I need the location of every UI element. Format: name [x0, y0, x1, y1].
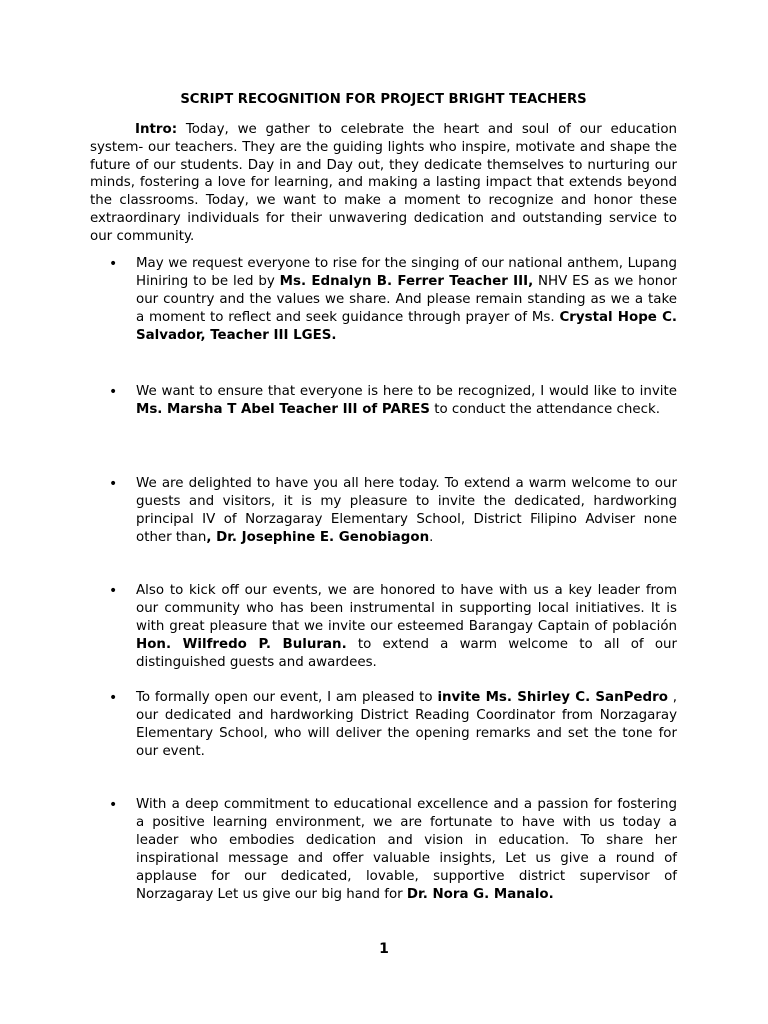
- bullet-bold-name: , Dr. Josephine E. Genobiagon: [206, 530, 430, 545]
- bullet-bold-name: Crystal Hope C. Salvador, Teacher III LGES.: [136, 310, 677, 343]
- bullet-item-opening-remarks: [109, 689, 677, 761]
- bullet-item-supervisor-message: [109, 796, 677, 904]
- intro-text: Today, we gather to celebrate the heart and soul of our education system- our teachers. They are the guiding lights who inspire, motivate and shape the future of our students. Day in and Day out, they dedicate themselves to nurturing our minds, fostering a love for learning, and making a lasting impact that extends beyond the classrooms. Today, we want to make a moment to recognize and honor these extraordinary individuals for their unwavering dedication and outstanding service to our community.: [90, 122, 677, 244]
- bullet-icon: •: [109, 583, 118, 599]
- bullet-item-anthem: [109, 255, 677, 345]
- bullet-text: May we request everyone to rise for the singing of our national anthem, Lupang Hiniring to be led by: [136, 256, 677, 289]
- bullet-text: to extend a warm welcome to all of our distinguished guests and awardees.: [136, 637, 678, 670]
- bullet-icon: •: [109, 797, 118, 813]
- bullet-icon: •: [109, 690, 118, 706]
- bullet-bold-name: Hon. Wilfredo P. Buluran.: [136, 637, 347, 652]
- bullet-item-barangay-captain: [109, 582, 678, 672]
- document-title: SCRIPT RECOGNITION FOR PROJECT BRIGHT TEACHERS: [180, 92, 587, 107]
- page-number: 1: [379, 941, 389, 957]
- bullet-text: .: [429, 530, 434, 545]
- bullet-bold-name: invite Ms. Shirley C. SanPedro: [437, 690, 668, 705]
- bullet-bold-name: Ms. Marsha T Abel Teacher III of PARES: [136, 402, 430, 417]
- bullet-text: With a deep commitment to educational excellence and a passion for fostering a positive learning environment, we are fortunate to have with us today a leader who embodies dedication and vision in education. To share her inspirational message and offer valuable insights, Let us give a round of applause for our dedicated, lovable, supportive district supervisor of Norzagaray Let us give our big hand for: [136, 797, 677, 902]
- intro-label: Intro:: [135, 122, 178, 137]
- bullet-text: to conduct the attendance check.: [429, 402, 660, 417]
- bullet-icon: •: [109, 476, 118, 492]
- bullet-bold-name: Ms. Ednalyn B. Ferrer Teacher III,: [279, 274, 534, 289]
- bullet-text: Also to kick off our events, we are honored to have with us a key leader from our community who has been instrumental in supporting local initiatives. It is with great pleasure that we invite our esteemed Barangay Captain of población: [136, 583, 677, 634]
- bullet-text: We are delighted to have you all here today. To extend a warm welcome to our guests and visitors, it is my pleasure to invite the dedicated, hardworking principal IV of Norzagaray Elementary School, District Filipino Adviser none other than: [136, 476, 677, 545]
- bullet-text: To formally open our event, I am pleased to: [136, 690, 438, 705]
- bullet-text: , our dedicated and hardworking District Reading Coordinator from Norzagaray Elementary School, who will deliver the opening remarks and set the tone for our event.: [136, 690, 677, 759]
- bullet-bold-name: Dr. Nora G. Manalo.: [406, 887, 554, 902]
- bullet-item-attendance: [109, 383, 677, 419]
- bullet-icon: •: [109, 384, 118, 400]
- bullet-text: NHV ES as we honor our country and the values we share. And please remain standing as we a take a moment to reflect and seek guidance through prayer of Ms.: [136, 274, 677, 325]
- bullet-text: We want to ensure that everyone is here to be recognized, I would like to invite: [136, 384, 677, 399]
- bullet-icon: •: [109, 256, 118, 272]
- bullet-item-welcome: [109, 475, 677, 547]
